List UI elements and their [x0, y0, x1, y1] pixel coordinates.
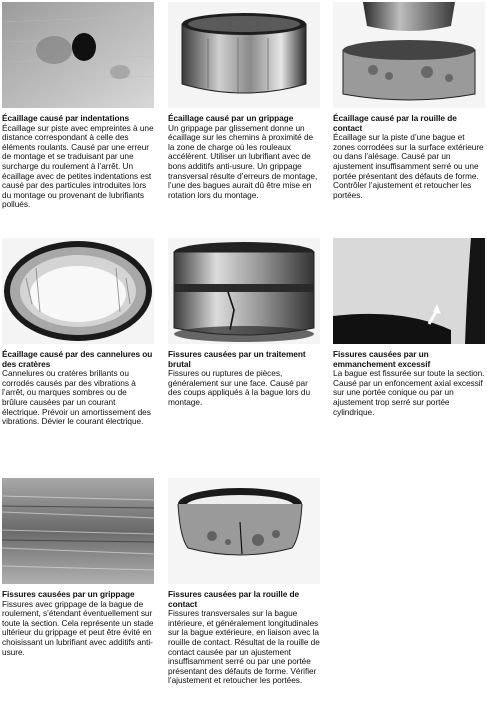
photo-cannelures — [2, 238, 154, 344]
item-title: Écaillage causé par des cannelures ou des cratères — [2, 349, 153, 369]
item-title: Fissures causées par un emmanchement excessif — [333, 349, 431, 369]
item-rouille-contact-ecaillage — [333, 2, 485, 200]
item-fissures-grippage — [2, 478, 154, 657]
photo-emmanchement — [333, 238, 485, 344]
photo-fissures-rouille — [168, 478, 320, 584]
item-description: La bague est fissurée sur toute la section. Causé par un enfoncement axial excessif sur une portée conique ou par un ajustement trop serré sur portée cylindrique. — [333, 368, 485, 417]
ring-section-crack-image — [333, 238, 485, 344]
photo-traitement-brutal — [168, 238, 320, 344]
item-title: Fissures causées par la rouille de contact — [168, 589, 300, 609]
item-emmanchement — [333, 238, 485, 417]
item-indentations — [2, 2, 154, 210]
item-fissures-rouille — [168, 478, 320, 686]
item-title: Écaillage causé par indentations — [2, 113, 130, 123]
photo-fissures-grippage — [2, 478, 154, 584]
rusted-ring-image — [333, 2, 485, 108]
item-description: Cannelures ou cratères brillants ou corrodés causés par des vibrations à l’arrêt, ou marques sombres ou de brûlure causées par un courant électrique. Prévoir un amortissement des vibrations. Dévier le courant électrique. — [2, 368, 151, 427]
cracked-bearing-image — [168, 238, 320, 344]
photo-rouille-contact — [333, 2, 485, 108]
indentation-photo-image — [2, 2, 154, 108]
smeared-surface-image — [2, 478, 154, 584]
item-grippage — [168, 2, 320, 200]
item-description: Écaillage sur piste avec empreintes à une distance correspondant à celle des éléments roulants. Causé par une erreur de montage et se traduisant par une surcharge du roulement à l’arrêt. Un écaillage avec de petites indentations est causé par des particules introduites lors du montage ou provenant de lubrifiants pollués. — [2, 122, 154, 210]
item-cannelures — [2, 238, 154, 427]
item-title: Fissures causées par un grippage — [2, 589, 135, 599]
bearing-ring-image — [168, 2, 320, 108]
item-description: Un grippage par glissement donne un écaillage sur les chemins à proximité de la zone de charge où les rouleaux accélèrent. Utiliser un lubrifiant avec de bons additifs anti-usure. Un grippage transversal résulte d’erreurs de montage, l’une des bagues aurait dû être mise en rotation lors du montage. — [168, 122, 318, 200]
item-description: Fissures transversales sur la bague intérieure, et généralement longitudinales sur la bague extérieure, en liaison avec la rouille de contact. Résultat de la rouille de contact causée par un ajustement insuffisamment serré ou par une portée présentant des défauts de forme. Vérifier l’ajustement et retoucher les portées. — [168, 608, 320, 686]
photo-indentations — [2, 2, 154, 108]
item-title: Écaillage causé par un grippage — [168, 113, 294, 123]
item-description: Écaillage sur la piste d’une bague et zones corrodées sur la surface extérieure ou dans l’alésage. Causé par un ajustement insuffisamment serré ou une portée présentant des défauts de forme. Contrôler l’ajustement et retoucher les portées. — [333, 132, 484, 200]
cracked-outer-ring-image — [168, 478, 320, 584]
item-title: Écaillage causé par la rouille de contact — [333, 113, 457, 133]
item-description: Fissures ou ruptures de pièces, généralement sur une face. Causé par des coups appliqués à la bague lors du montage. — [168, 368, 311, 407]
item-traitement-brutal — [168, 238, 320, 408]
fluted-ring-image — [2, 238, 154, 344]
photo-grippage — [168, 2, 320, 108]
item-title: Fissures causées par un traitement brutal — [168, 349, 306, 369]
item-description: Fissures avec grippage de la bague de roulement, s’étendant éventuellement sur toute la section. Cela représente un stade ultérieur du grippage et peut être évité en choisissant un lubrifiant avec additifs anti-usure. — [2, 598, 154, 657]
